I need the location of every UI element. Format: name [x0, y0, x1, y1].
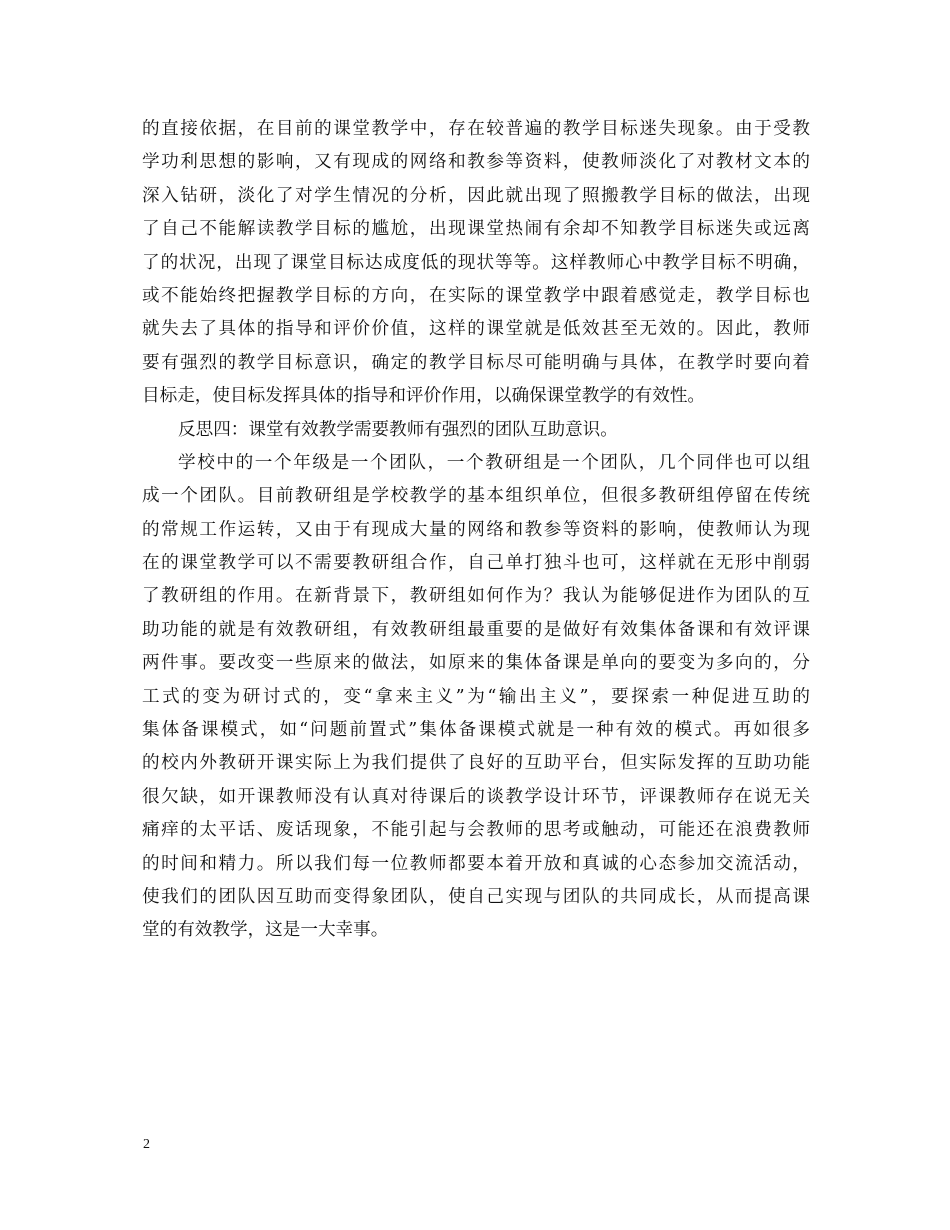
text-line: 了教研组的作用。在新背景下，教研组如何作为？我认为能够促进作为团队的互: [142, 586, 810, 607]
text-line: 集体备课模式，如“问题前置式”集体备课模式就是一种有效的模式。再如很多: [142, 720, 810, 741]
text-line: 工式的变为研讨式的，变“拿来主义”为“输出主义”，要探索一种促进互助的: [142, 686, 810, 707]
text-line: 助功能的就是有效教研组，有效教研组最重要的是做好有效集体备课和有效评课: [142, 619, 810, 640]
body-text: [142, 113, 810, 948]
page-number: 2: [143, 1137, 150, 1152]
text-line: 的校内外教研开课实际上为我们提供了良好的互助平台，但实际发挥的互助功能: [142, 753, 810, 774]
text-line: 深入钻研，淡化了对学生情况的分析，因此就出现了照搬教学目标的做法，出现: [142, 185, 810, 206]
text-line: 很欠缺，如开课教师没有认真对待课后的谈教学设计环节，评课教师存在说无关: [142, 786, 810, 807]
text-line: 要有强烈的教学目标意识，确定的教学目标尽可能明确与具体，在教学时要向着: [142, 352, 810, 373]
text-line: 堂的有效教学，这是一大幸事。: [142, 920, 389, 941]
text-line: 或不能始终把握教学目标的方向，在实际的课堂教学中跟着感觉走，教学目标也: [142, 285, 810, 306]
text-line: 成一个团队。目前教研组是学校教学的基本组织单位，但很多教研组停留在传统: [142, 486, 810, 507]
text-line: 了的状况，出现了课堂目标达成度低的现状等等。这样教师心中教学目标不明确，: [142, 252, 810, 273]
text-line: 了自己不能解读教学目标的尴尬，出现课堂热闹有余却不知教学目标迷失或远离: [142, 219, 810, 240]
text-line: 学校中的一个年级是一个团队，一个教研组是一个团队，几个同伴也可以组: [178, 452, 810, 473]
text-line: 的直接依据，在目前的课堂教学中，存在较普遍的教学目标迷失现象。由于受教: [142, 119, 810, 139]
text-line: 在的课堂教学可以不需要教研组合作，自己单打独斗也可，这样就在无形中削弱: [142, 553, 810, 574]
text-line: 使我们的团队因互助而变得象团队，使自己实现与团队的共同成长，从而提高课: [142, 886, 810, 907]
text-line: 的常规工作运转，又由于有现成大量的网络和教参等资料的影响，使教师认为现: [142, 519, 810, 540]
text-line: 两件事。要改变一些原来的做法，如原来的集体备课是单向的要变为多向的，分: [142, 653, 810, 674]
text-line: 痛痒的太平话、废话现象，不能引起与会教师的思考或触动，可能还在浪费教师: [142, 820, 810, 841]
text-line: 学功利思想的影响，又有现成的网络和教参等资料，使教师淡化了对教材文本的: [142, 152, 810, 173]
text-line: 的时间和精力。所以我们每一位教师都要本着开放和真诚的心态参加交流活动，: [142, 853, 810, 874]
text-line: 反思四：课堂有效教学需要教师有强烈的团队互助意识。: [178, 419, 618, 440]
text-line: 目标走，使目标发挥具体的指导和评价作用，以确保课堂教学的有效性。: [142, 386, 706, 407]
text-line: 就失去了具体的指导和评价价值，这样的课堂就是低效甚至无效的。因此，教师: [142, 319, 810, 340]
